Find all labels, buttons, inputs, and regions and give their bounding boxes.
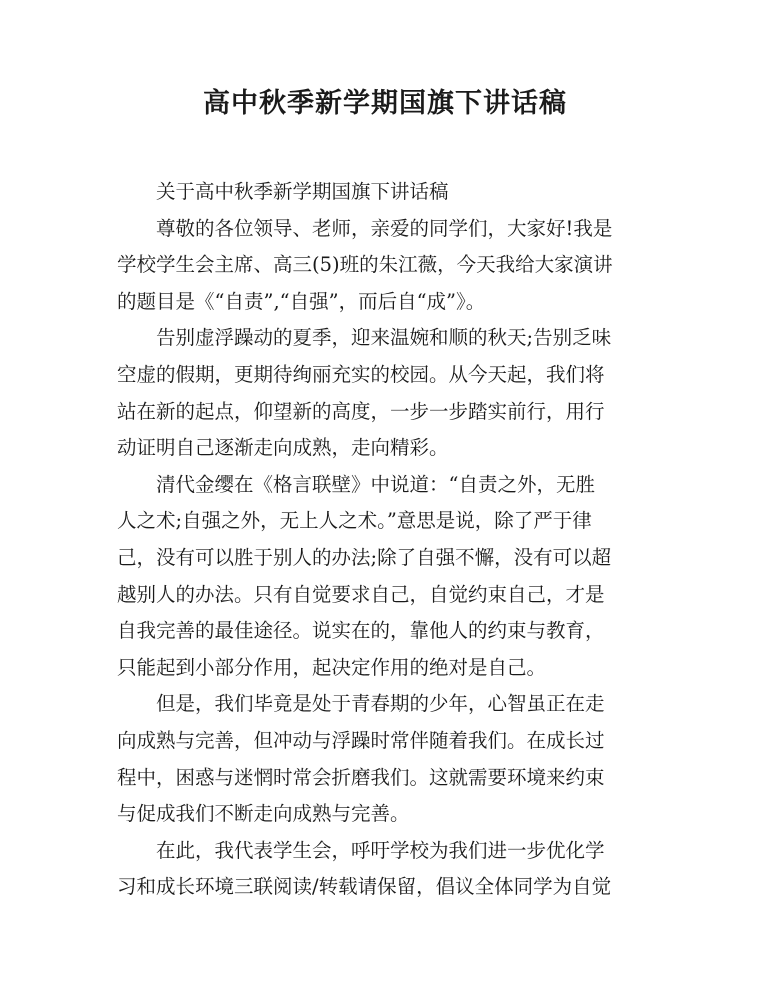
body-line: 清代金缨在《格言联壁》中说道：“自责之外，无胜 [156, 472, 595, 496]
body-line: 尊敬的各位领导、老师，亲爱的同学们，大家好!我是 [156, 216, 613, 240]
body-line: 向成熟与完善，但冲动与浮躁时常伴随着我们。在成长过 [117, 728, 605, 752]
body-line: 只能起到小部分作用，起决定作用的绝对是自己。 [117, 655, 547, 679]
body-line: 己，没有可以胜于别人的办法;除了自强不懈，没有可以超 [117, 545, 612, 569]
body-line: 告别虚浮躁动的夏季，迎来温婉和顺的秋天;告别乏味 [156, 326, 612, 350]
body-line: 在此，我代表学生会，呼吁学校为我们进一步优化学 [156, 838, 605, 862]
document-title: 高中秋季新学期国旗下讲话稿 [203, 88, 567, 119]
body-line: 学校学生会主席、高三(5)班的朱江薇，今天我给大家演讲 [117, 253, 613, 277]
body-line: 自我完善的最佳途径。说实在的，靠他人的约束与教育， [117, 619, 605, 643]
body-line: 与促成我们不断走向成熟与完善。 [117, 802, 410, 826]
body-line: 的题目是《“自责”,“自强”，而后自“成”》。 [117, 289, 486, 313]
body-line: 程中，困惑与迷惘时常会折磨我们。这就需要环境来约束 [117, 765, 605, 789]
body-line: 动证明自己逐渐走向成熟，走向精彩。 [117, 436, 449, 460]
body-line: 关于高中秋季新学期国旗下讲话稿 [156, 180, 449, 203]
body-line: 越别人的办法。只有自觉要求自己，自觉约束自己，才是 [117, 582, 605, 606]
body-line: 空虚的假期，更期待绚丽充实的校园。从今天起，我们将 [117, 362, 605, 386]
body-line: 人之术;自强之外，无上人之术。”意思是说，除了严于律 [117, 509, 592, 533]
body-line: 站在新的起点，仰望新的高度，一步一步踏实前行，用行 [117, 399, 605, 423]
body-line: 习和成长环境三联阅读/转载请保留，倡议全体同学为自觉 [117, 875, 612, 899]
document-body [117, 174, 657, 906]
body-line: 但是，我们毕竟是处于青春期的少年，心智虽正在走 [156, 692, 605, 716]
